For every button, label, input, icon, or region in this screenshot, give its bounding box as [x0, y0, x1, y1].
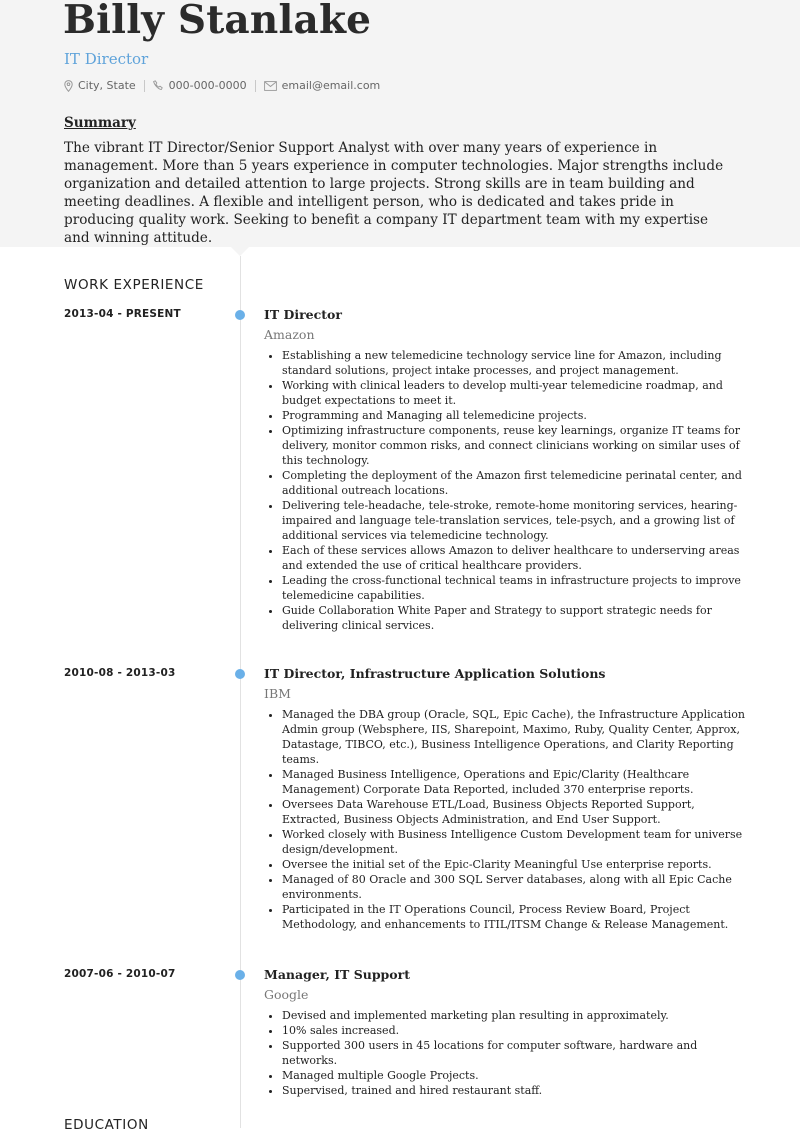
job-bullets: [264, 707, 752, 932]
job-title: IT Director: [264, 307, 342, 322]
job-company: Google: [264, 987, 309, 1002]
job-title: Manager, IT Support: [264, 967, 410, 982]
work-experience-heading: WORK EXPERIENCE: [64, 277, 204, 293]
job-bullet: • Worked closely with Business Intelligence Custom Development team for universe design/development.: [282, 827, 752, 857]
header-notch: [230, 246, 250, 256]
job-bullet: • Working with clinical leaders to develop multi-year telemedicine roadmap, and budget expectations to meet it.: [282, 378, 752, 408]
job-company: IBM: [264, 686, 291, 701]
job-date: 2007-06 - 2010-07: [64, 968, 176, 980]
job-bullet: • Establishing a new telemedicine technology service line for Amazon, including standard solutions, project intake processes, and project management.: [282, 348, 752, 378]
job-bullet: • Supervised, trained and hired restaurant staff.: [282, 1083, 752, 1098]
job-bullet: • Delivering tele-headache, tele-stroke, remote-home monitoring services, hearing-impaired and language tele-translation services, tele-psych, and a growing list of additional services via telemedicine technology.: [282, 498, 752, 543]
timeline-dot: [235, 970, 245, 980]
phone-icon: [153, 80, 164, 91]
job-bullet: • 10% sales increased.: [282, 1023, 752, 1038]
contact-location: [64, 79, 136, 92]
contact-divider: [144, 80, 145, 92]
envelope-icon: [264, 81, 277, 91]
job-bullet: • Devised and implemented marketing plan resulting in approximately.: [282, 1008, 752, 1023]
job-bullet: • Participated in the IT Operations Council, Process Review Board, Project Methodology, and enhancements to ITIL/ITSM Change & Release Management.: [282, 902, 752, 932]
job-title: IT Director, Infrastructure Application Solutions: [264, 666, 606, 681]
job-bullet: • Managed Business Intelligence, Operations and Epic/Clarity (Healthcare Management) Corporate Data Reported, included 370 enterprise reports.: [282, 767, 752, 797]
job-bullet: • Managed multiple Google Projects.: [282, 1068, 752, 1083]
job-bullets: [264, 348, 752, 633]
contact-email[interactable]: [264, 79, 381, 92]
timeline-dot: [235, 310, 245, 320]
job-bullet: • Managed of 80 Oracle and 300 SQL Server databases, along with all Epic Cache environments.: [282, 872, 752, 902]
timeline-dot: [235, 669, 245, 679]
job-bullet: • Leading the cross-functional technical teams in infrastructure projects to improve telemedicine capabilities.: [282, 573, 752, 603]
job-bullet: • Guide Collaboration White Paper and Strategy to support strategic needs for delivering clinical services.: [282, 603, 752, 633]
job-bullet: • Optimizing infrastructure components, reuse key learnings, organize IT teams for delivery, monitor common risks, and connect clinicians working on similar uses of this technology.: [282, 423, 752, 468]
education-heading: EDUCATION: [64, 1117, 149, 1133]
job-bullets: [264, 1008, 752, 1098]
job-date: 2010-08 - 2013-03: [64, 667, 176, 679]
location-pin-icon: [64, 80, 73, 92]
job-bullet: • Supported 300 users in 45 locations for computer software, hardware and networks.: [282, 1038, 752, 1068]
summary-heading: Summary: [64, 115, 136, 131]
job-bullet: • Programming and Managing all telemedicine projects.: [282, 408, 752, 423]
job-date: 2013-04 - PRESENT: [64, 308, 181, 320]
contact-phone: [153, 79, 247, 92]
candidate-name: Billy Stanlake: [63, 0, 372, 43]
job-bullet: • Managed the DBA group (Oracle, SQL, Epic Cache), the Infrastructure Application Admin group (Websphere, IIS, Sharepoint, Maximo, Ruby, Quality Center, Approx, Datastage, TIBCO, etc.), Business Intelligence Operations, and Clarity Reporting teams.: [282, 707, 752, 767]
job-company: Amazon: [264, 327, 315, 342]
job-bullet: • Each of these services allows Amazon to deliver healthcare to underserving areas and extended the use of critical healthcare providers.: [282, 543, 752, 573]
contact-phone-text: 000-000-0000: [168, 79, 247, 92]
job-bullet: • Oversees Data Warehouse ETL/Load, Business Objects Reported Support, Extracted, Business Objects Administration, and End User Support.: [282, 797, 752, 827]
contact-location-text: City, State: [78, 79, 136, 92]
candidate-role: IT Director: [64, 50, 149, 68]
summary-text: The vibrant IT Director/Senior Support Analyst with over many years of experience in management. More than 5 years experience in computer technologies. Major strengths include organization and detailed attention to large projects. Strong skills are in team building and meeting deadlines. A flexible and intelligent person, who is dedicated and takes pride in producing quality work. Seeking to benefit a company IT department team with my expertise and winning attitude.: [64, 140, 724, 246]
contact-divider: [255, 80, 256, 92]
timeline-line: [240, 256, 241, 1128]
contact-row: [64, 79, 380, 92]
job-bullet: • Oversee the initial set of the Epic-Clarity Meaningful Use enterprise reports.: [282, 857, 752, 872]
contact-email-text[interactable]: email@email.com: [281, 79, 381, 92]
header-band: [0, 0, 800, 247]
job-bullet: • Completing the deployment of the Amazon first telemedicine perinatal center, and additional outreach locations.: [282, 468, 752, 498]
